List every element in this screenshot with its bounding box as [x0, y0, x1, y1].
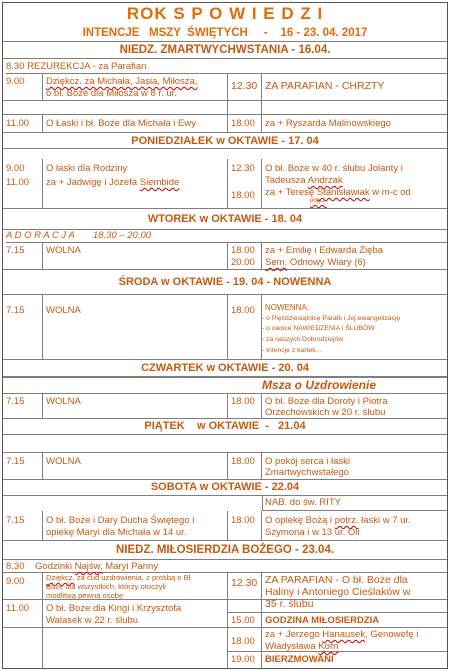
page-title: ROK S P O W I E D Z I	[126, 4, 324, 23]
mass-intention-abbrev: Dziękcz.	[46, 573, 75, 582]
mass-intention-abbrev: potrz.	[334, 515, 359, 526]
mass-intention-line: Orzechowskich w 20 r. ślubu	[265, 407, 386, 418]
day-header-wednesday-19: ŚRODA w OKTAWIE - 19. 04 - NOWENNA	[3, 270, 447, 295]
mass-time: 18.00	[231, 515, 255, 526]
mass-intention-line: Zmartwychwstałego	[265, 467, 349, 478]
mass-row-rezurekcja: 8.30 REZUREKCJA - za Parafian	[6, 59, 447, 74]
mass-time: 7.15	[6, 515, 25, 526]
healing-mass-label: Msza o Uzdrowienie	[262, 378, 377, 392]
mass-time: 20.00	[231, 257, 255, 268]
mass-time: 18.00	[231, 396, 255, 407]
mass-intention-line: Tadeusza Andrzak	[265, 175, 343, 186]
row-divider	[3, 360, 447, 377]
novena-item: - za naszych Dobrodziejów	[262, 336, 344, 343]
col-divider	[3, 627, 262, 669]
godzinki-abbrev: Najśw.	[74, 561, 103, 572]
mass-time: 18.00	[231, 456, 255, 467]
mass-intention-surname: Hanausek	[322, 629, 366, 640]
mass-intention-line: O bł. Boże w 40 r. ślubu Jolanty i	[265, 163, 403, 174]
mass-intention-line: O pokój serca i łaski	[265, 456, 351, 467]
mass-intention-line: za + Jadwigę i Józefa Siembide	[46, 177, 180, 188]
mass-intention-surname: Siembide	[139, 177, 180, 188]
mass-intention-surname: Andrzak	[307, 175, 343, 186]
novena-item: - o Pięćdziesiątnicę Parafii i Jej ewangelizację	[262, 315, 401, 322]
mass-time: 15.00	[231, 615, 255, 626]
mass-intention-line: O Łaski i bł. Boże dla Michała i Ewy	[46, 118, 196, 129]
mass-intention-line: ZA PARAFIAN - O bł. Boże dla	[265, 574, 408, 586]
mass-intention-line: WOLNA	[46, 245, 81, 256]
mass-time: 19.00	[231, 654, 255, 665]
mass-intention-line: Szymona i w 13 ur. Oli	[265, 527, 360, 538]
mass-intention-line: Boże dla wszystkich, którzy otoczyli	[46, 582, 166, 591]
mass-intention-line: O opiekę Bożą i potrz. łaski w 7 ur.	[265, 515, 411, 526]
mass-intention-line: O bł. Boże i Dary Ducha Świętego i	[46, 515, 195, 526]
mass-time: 12.30	[231, 163, 255, 174]
mass-intention-surname: Stanisławiak	[316, 187, 370, 198]
mass-intention-abbrev: Sem.	[265, 257, 288, 268]
mass-intention-line: opiekę Maryi dla Michała w 14 ur.	[46, 527, 187, 538]
mass-intention-line: za + Emilię i Edwarda Zięba	[265, 245, 384, 256]
mass-row-godzinki: 8.30 Godzinki Najśw. Maryi Panny	[6, 561, 159, 572]
mass-intention-line: O łaski dla Rodziny	[46, 163, 128, 174]
day-header-monday-17: PONIEDZIAŁEK w OKTAWIE - 17. 04	[3, 133, 447, 149]
row-divider	[228, 612, 447, 613]
mass-time: 18.00	[231, 245, 255, 256]
mass-time: 11.00	[6, 603, 30, 614]
novena-item: - Intencje z kartek...	[262, 347, 322, 354]
adoration-row: A D O R A C J A 18.30 – 20.00	[6, 230, 447, 243]
day-header-sunday-16: NIEDZ. ZMARTWYCHWSTANIA - 16.04.	[3, 41, 447, 59]
row-divider	[228, 651, 447, 652]
mass-time: 9.00	[6, 76, 25, 87]
mass-time: 18.00	[231, 305, 255, 316]
col-divider	[3, 243, 262, 270]
novena-label: NOWENNA:	[265, 303, 309, 312]
day-header-thursday-20: CZWARTEK w OKTAWIE - 20. 04	[141, 362, 309, 374]
mass-intention-line	[46, 76, 198, 88]
mass-time: 18.00	[231, 118, 255, 129]
col-divider	[3, 452, 262, 480]
day-header-saturday-22: SOBOTA w OKTAWIE - 22.04	[3, 480, 447, 496]
mass-intention-line: Dziękcz. za cud uzdrowienia, z prośbą o Bł.	[46, 573, 193, 582]
mass-intention-line: O bł. Boże dla Kingi i Krzysztofa	[46, 603, 182, 614]
mass-intention-line: BIERZMOWANI	[265, 654, 334, 665]
day-header-sunday-23: NIEDZ. MIŁOSIERDZIA BOŻEGO - 23.04.	[3, 541, 447, 560]
mass-time: 12.30	[231, 80, 258, 92]
mass-time: 7.15	[6, 456, 25, 467]
mass-intention-line: O bł. Boże dla Doroty i Piotra	[265, 396, 388, 407]
mass-time: 7.15	[6, 305, 25, 316]
rita-devotion-label: NAB. do św. RITY	[265, 497, 342, 508]
mass-intention-line: ZA PARAFIAN - CHRZTY	[265, 80, 385, 92]
mass-intention-line: pogrz.	[310, 198, 327, 204]
mass-time: 18.00	[231, 636, 255, 647]
row-divider	[3, 377, 447, 394]
mass-intention-line: Sem. Odnowy Wiary (6)	[265, 257, 366, 268]
mass-time: 7.15	[6, 245, 25, 256]
mass-intention-line: WOLNA	[46, 456, 81, 467]
mass-intention-line: WOLNA	[46, 305, 81, 316]
mass-intention-surname: Korn	[318, 641, 339, 652]
mass-intention-line: WOLNA	[46, 396, 81, 407]
mass-time: 18.00	[231, 190, 255, 201]
page-subtitle: INTENCJE MSZY ŚWIĘTYCH - 16 - 23. 04. 2017	[82, 27, 368, 39]
col-divider	[3, 295, 262, 360]
mass-intention-line: za + Ryszarda Malinowskiego	[265, 118, 391, 129]
mass-time: 9.00	[6, 163, 25, 174]
mass-intention-line: 35 r. ślubu	[265, 598, 314, 610]
mass-intention-line: Władysława Korn	[265, 641, 339, 652]
mass-intention-line: modlitwą pewną osobę	[46, 591, 124, 600]
day-header-tuesday-18: WTOREK w OKTAWIE - 18. 04	[3, 209, 447, 230]
mass-intention-text: Dziękcz. za Michała, Jasia, Miłosza,	[46, 76, 198, 87]
novena-item: - o owoce NAWIEDZENIA i ŚLUBÓW	[262, 325, 375, 332]
mass-time: 7.15	[6, 396, 25, 407]
mass-time: 9.00	[6, 576, 25, 587]
mass-intention-line: za + Teresę Stanisławiak w m-c od	[265, 187, 411, 198]
day-header-friday-21: PIĄTEK w OKTAWIE - 21.04	[3, 419, 447, 435]
mass-time: 11.00	[6, 118, 30, 129]
mass-intention-line: Haliny i Antoniego Cieślaków w	[265, 586, 411, 598]
mass-time: 11.00	[6, 177, 30, 188]
mass-time: 12.30	[231, 577, 258, 589]
col-divider	[3, 394, 262, 419]
mass-intention-line: GODZINA MIŁOSIERDZIA	[265, 615, 380, 626]
mass-intention-line: za + Jerzego Hanausek, Genowefę i	[265, 629, 419, 640]
mass-intention-line: o bł. Boże dla Miłosza w 8 r. ur.	[46, 88, 177, 99]
mass-intention-line: Walasek w 22 r. ślubu	[46, 615, 139, 626]
